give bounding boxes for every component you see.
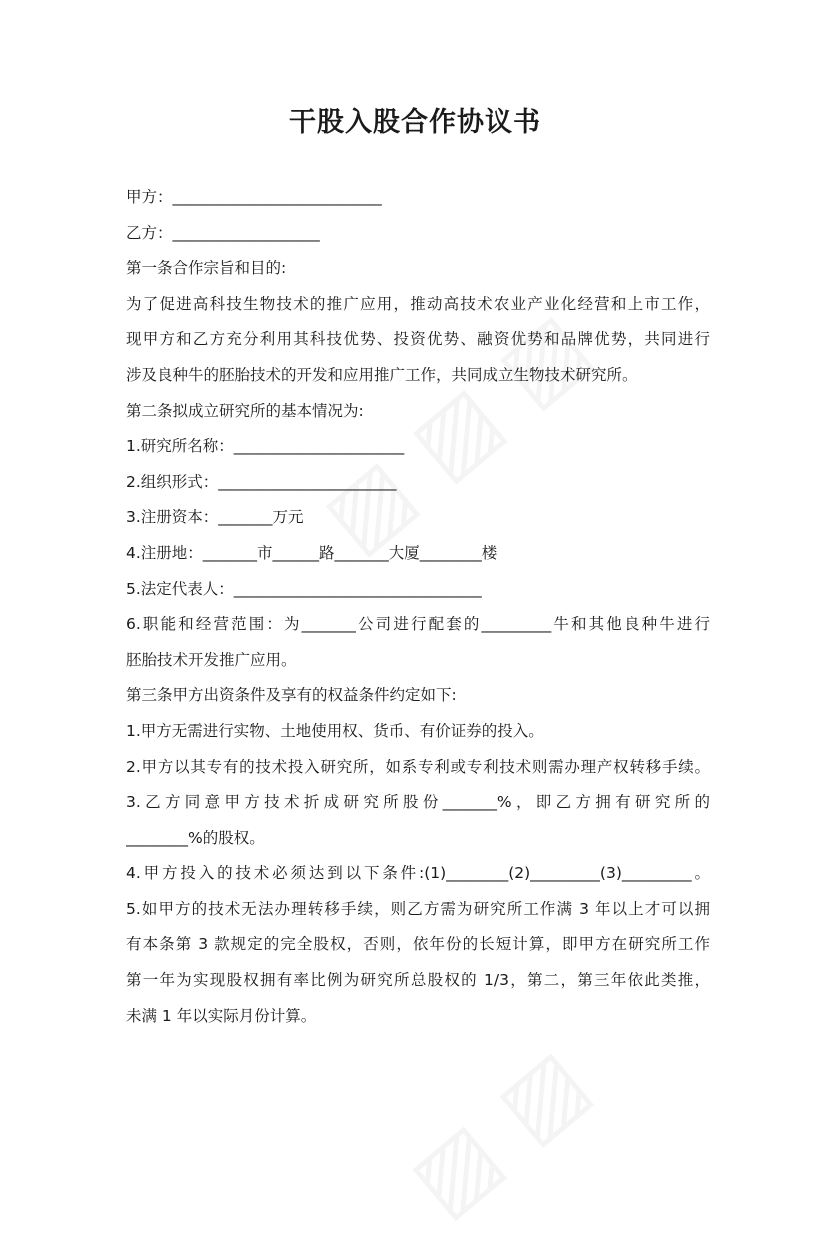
list-item: 2.甲方以其专有的技术投入研究所，如系专利或专利技术则需办理产权转移手续。	[126, 757, 710, 776]
paragraph-line: 为了促进高科技生物技术的推广应用，推动高技术农业产业化经营和上市工作，	[126, 294, 710, 313]
list-item-continuation: 有本条第 3 款规定的完全股权，否则，依年份的长短计算，即甲方在研究所工作	[126, 935, 710, 954]
list-item: 3.注册资本：_______万元	[126, 508, 304, 527]
document-title: 干股入股合作协议书	[289, 107, 541, 138]
party-a-line: 甲方：___________________________	[126, 188, 382, 206]
list-item: 1.甲方无需进行实物、土地使用权、货币、有价证券的投入。	[126, 721, 544, 740]
list-item-continuation: 第一年为实现股权拥有率比例为研究所总股权的 1/3，第二，第三年依此类推，	[126, 971, 710, 990]
list-item: 3.乙方同意甲方技术折成研究所股份_______%，即乙方拥有研究所的	[126, 793, 710, 812]
article-1-heading: 第一条合作宗旨和目的:	[126, 259, 287, 278]
list-item-continuation: 未满 1 年以实际月份计算。	[126, 1006, 317, 1025]
article-3-heading: 第三条甲方出资条件及享有的权益条件约定如下:	[126, 686, 457, 705]
watermark	[390, 1029, 607, 1234]
paragraph-line: 涉及良种牛的胚胎技术的开发和应用推广工作，共同成立生物技术研究所。	[126, 365, 638, 384]
document-body	[126, 180, 710, 1034]
list-item: 4.甲方投入的技术必须达到以下条件:(1)________(2)_________(3)_________。	[126, 864, 710, 883]
list-item: 5.如甲方的技术无法办理转移手续，则乙方需为研究所工作满 3 年以上才可以拥	[126, 899, 710, 918]
list-item: 5.法定代表人：________________________________	[126, 579, 482, 598]
list-item: 1.研究所名称：______________________	[126, 437, 405, 456]
list-item-continuation: 胚胎技术开发推广应用。	[126, 650, 297, 669]
party-b-line: 乙方：___________________	[126, 223, 320, 242]
article-2-heading: 第二条拟成立研究所的基本情况为:	[126, 401, 364, 420]
list-item: 4.注册地：_______市______路_______大厦________楼	[126, 543, 498, 562]
list-item: 2.组织形式：_______________________	[126, 472, 397, 491]
paragraph-line: 现甲方和乙方充分利用其科技优势、投资优势、融资优势和品牌优势，共同进行	[126, 330, 710, 349]
list-item-continuation: ________%的股权。	[126, 828, 265, 847]
list-item: 6.职能和经营范围：为_______公司进行配套的_________牛和其他良种牛进行	[126, 615, 710, 634]
